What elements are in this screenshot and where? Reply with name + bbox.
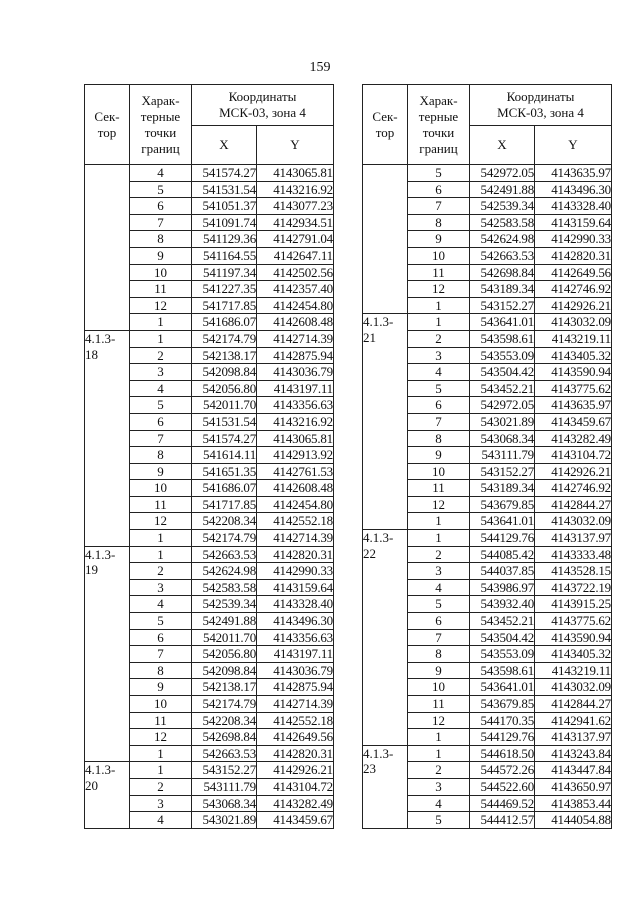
header-sector: Сек- тор [85, 85, 130, 165]
y-cell: 4143459.67 [257, 812, 334, 829]
sector-cell: 4.1.3- 19 [85, 546, 130, 762]
x-cell: 542583.58 [192, 579, 257, 596]
point-cell: 11 [130, 281, 192, 298]
point-cell: 3 [408, 778, 470, 795]
x-cell: 544572.26 [470, 762, 535, 779]
y-cell: 4143197.11 [257, 380, 334, 397]
sector-cell [363, 165, 408, 314]
y-cell: 4142913.92 [257, 447, 334, 464]
point-cell: 4 [130, 165, 192, 182]
y-cell: 4142649.56 [535, 264, 612, 281]
point-cell: 1 [130, 546, 192, 563]
header-coords: Координаты МСК-03, зона 4 [192, 85, 334, 126]
y-cell: 4143032.09 [535, 314, 612, 331]
x-cell: 542098.84 [192, 662, 257, 679]
x-cell: 543598.61 [470, 662, 535, 679]
x-cell: 542972.05 [470, 165, 535, 182]
point-cell: 5 [130, 613, 192, 630]
point-cell: 4 [130, 596, 192, 613]
x-cell: 544129.76 [470, 729, 535, 746]
y-cell: 4142761.53 [257, 463, 334, 480]
x-cell: 541574.27 [192, 165, 257, 182]
y-cell: 4143356.63 [257, 629, 334, 646]
y-cell: 4142820.31 [535, 247, 612, 264]
y-cell: 4142875.94 [257, 347, 334, 364]
y-cell: 4143032.09 [535, 513, 612, 530]
x-cell: 542174.79 [192, 530, 257, 547]
point-cell: 1 [408, 314, 470, 331]
y-cell: 4143036.79 [257, 364, 334, 381]
x-cell: 543189.34 [470, 480, 535, 497]
table-body [363, 165, 612, 829]
point-cell: 9 [130, 247, 192, 264]
header-y: Y [257, 126, 334, 165]
y-cell: 4143216.92 [257, 181, 334, 198]
x-cell: 541091.74 [192, 214, 257, 231]
x-cell: 541227.35 [192, 281, 257, 298]
point-cell: 12 [408, 712, 470, 729]
x-cell: 543598.61 [470, 330, 535, 347]
y-cell: 4142502.56 [257, 264, 334, 281]
y-cell: 4142875.94 [257, 679, 334, 696]
point-cell: 7 [130, 430, 192, 447]
x-cell: 541651.35 [192, 463, 257, 480]
y-cell: 4142649.56 [257, 729, 334, 746]
y-cell: 4142746.92 [535, 281, 612, 298]
point-cell: 1 [408, 297, 470, 314]
point-cell: 8 [130, 662, 192, 679]
sector-cell: 4.1.3- 21 [363, 314, 408, 530]
point-cell: 1 [408, 530, 470, 547]
y-cell: 4143650.97 [535, 778, 612, 795]
y-cell: 4143775.62 [535, 380, 612, 397]
x-cell: 542011.70 [192, 629, 257, 646]
x-cell: 543641.01 [470, 314, 535, 331]
point-cell: 7 [130, 214, 192, 231]
point-cell: 5 [408, 812, 470, 829]
table-body [85, 165, 334, 829]
point-cell: 3 [130, 795, 192, 812]
point-cell: 1 [130, 314, 192, 331]
point-cell: 10 [408, 247, 470, 264]
x-cell: 543111.79 [192, 778, 257, 795]
y-cell: 4143137.97 [535, 530, 612, 547]
point-cell: 12 [130, 297, 192, 314]
x-cell: 543152.27 [470, 297, 535, 314]
y-cell: 4143032.09 [535, 679, 612, 696]
point-cell: 7 [130, 646, 192, 663]
x-cell: 544412.57 [470, 812, 535, 829]
point-cell: 9 [408, 231, 470, 248]
point-cell: 5 [408, 596, 470, 613]
point-cell: 1 [408, 729, 470, 746]
x-cell: 543932.40 [470, 596, 535, 613]
point-cell: 10 [130, 696, 192, 713]
table-row [85, 165, 334, 182]
point-cell: 1 [130, 762, 192, 779]
point-cell: 11 [408, 696, 470, 713]
point-cell: 3 [130, 579, 192, 596]
point-cell: 1 [130, 530, 192, 547]
x-cell: 543068.34 [470, 430, 535, 447]
point-cell: 3 [408, 563, 470, 580]
y-cell: 4143328.40 [257, 596, 334, 613]
point-cell: 8 [408, 214, 470, 231]
x-cell: 544618.50 [470, 745, 535, 762]
x-cell: 543068.34 [192, 795, 257, 812]
point-cell: 2 [408, 546, 470, 563]
table-row [85, 546, 334, 563]
table-row [85, 762, 334, 779]
point-cell: 5 [408, 380, 470, 397]
y-cell: 4142791.04 [257, 231, 334, 248]
y-cell: 4142934.51 [257, 214, 334, 231]
y-cell: 4143159.64 [257, 579, 334, 596]
point-cell: 9 [130, 679, 192, 696]
point-cell: 8 [130, 447, 192, 464]
y-cell: 4143104.72 [535, 447, 612, 464]
x-cell: 542624.98 [470, 231, 535, 248]
y-cell: 4142714.39 [257, 696, 334, 713]
x-cell: 543111.79 [470, 447, 535, 464]
x-cell: 543641.01 [470, 513, 535, 530]
y-cell: 4143159.64 [535, 214, 612, 231]
y-cell: 4143459.67 [535, 413, 612, 430]
x-cell: 544522.60 [470, 778, 535, 795]
y-cell: 4143915.25 [535, 596, 612, 613]
x-cell: 544469.52 [470, 795, 535, 812]
point-cell: 1 [408, 745, 470, 762]
point-cell: 10 [130, 264, 192, 281]
x-cell: 542491.88 [470, 181, 535, 198]
x-cell: 541717.85 [192, 297, 257, 314]
sector-cell: 4.1.3- 20 [85, 762, 130, 828]
y-cell: 4143197.11 [257, 646, 334, 663]
point-cell: 5 [130, 181, 192, 198]
x-cell: 544037.85 [470, 563, 535, 580]
point-cell: 2 [130, 778, 192, 795]
y-cell: 4143356.63 [257, 397, 334, 414]
x-cell: 543189.34 [470, 281, 535, 298]
x-cell: 541686.07 [192, 314, 257, 331]
sector-cell: 4.1.3- 23 [363, 745, 408, 828]
y-cell: 4143282.49 [257, 795, 334, 812]
y-cell: 4142844.27 [535, 496, 612, 513]
y-cell: 4143635.97 [535, 397, 612, 414]
point-cell: 1 [130, 745, 192, 762]
y-cell: 4143077.23 [257, 198, 334, 215]
point-cell: 2 [408, 330, 470, 347]
header-x: X [192, 126, 257, 165]
y-cell: 4142990.33 [535, 231, 612, 248]
point-cell: 6 [408, 181, 470, 198]
x-cell: 542208.34 [192, 513, 257, 530]
x-cell: 541614.11 [192, 447, 257, 464]
point-cell: 1 [408, 513, 470, 530]
y-cell: 4143219.11 [535, 662, 612, 679]
point-cell: 4 [130, 812, 192, 829]
x-cell: 543504.42 [470, 629, 535, 646]
x-cell: 541164.55 [192, 247, 257, 264]
x-cell: 542491.88 [192, 613, 257, 630]
y-cell: 4143219.11 [535, 330, 612, 347]
x-cell: 541197.34 [192, 264, 257, 281]
point-cell: 12 [130, 729, 192, 746]
point-cell: 6 [130, 198, 192, 215]
y-cell: 4142647.11 [257, 247, 334, 264]
point-cell: 5 [408, 165, 470, 182]
x-cell: 543553.09 [470, 347, 535, 364]
point-cell: 9 [130, 463, 192, 480]
point-cell: 8 [130, 231, 192, 248]
header-points: Харак- терные точки границ [130, 85, 192, 165]
point-cell: 11 [130, 496, 192, 513]
y-cell: 4143333.48 [535, 546, 612, 563]
x-cell: 543152.27 [470, 463, 535, 480]
point-cell: 4 [408, 795, 470, 812]
x-cell: 542663.53 [470, 247, 535, 264]
y-cell: 4142714.39 [257, 530, 334, 547]
point-cell: 2 [130, 563, 192, 580]
point-cell: 6 [408, 397, 470, 414]
y-cell: 4142608.48 [257, 314, 334, 331]
y-cell: 4143496.30 [257, 613, 334, 630]
point-cell: 4 [130, 380, 192, 397]
y-cell: 4142454.80 [257, 297, 334, 314]
point-cell: 12 [130, 513, 192, 530]
y-cell: 4142714.39 [257, 330, 334, 347]
point-cell: 2 [130, 347, 192, 364]
coordinates-table-left [84, 84, 334, 829]
y-cell: 4143496.30 [535, 181, 612, 198]
x-cell: 542663.53 [192, 745, 257, 762]
point-cell: 12 [408, 281, 470, 298]
x-cell: 542539.34 [192, 596, 257, 613]
x-cell: 542098.84 [192, 364, 257, 381]
x-cell: 543986.97 [470, 579, 535, 596]
table-row [363, 165, 612, 182]
x-cell: 544129.76 [470, 530, 535, 547]
x-cell: 541129.36 [192, 231, 257, 248]
x-cell: 541574.27 [192, 430, 257, 447]
y-cell: 4143104.72 [257, 778, 334, 795]
x-cell: 543641.01 [470, 679, 535, 696]
x-cell: 543553.09 [470, 646, 535, 663]
x-cell: 543452.21 [470, 613, 535, 630]
x-cell: 543021.89 [192, 812, 257, 829]
point-cell: 7 [408, 198, 470, 215]
y-cell: 4143590.94 [535, 629, 612, 646]
y-cell: 4142926.21 [535, 463, 612, 480]
point-cell: 5 [130, 397, 192, 414]
header-coords: Координаты МСК-03, зона 4 [470, 85, 612, 126]
point-cell: 10 [408, 463, 470, 480]
x-cell: 543504.42 [470, 364, 535, 381]
point-cell: 10 [130, 480, 192, 497]
point-cell: 7 [408, 413, 470, 430]
x-cell: 542663.53 [192, 546, 257, 563]
point-cell: 4 [408, 579, 470, 596]
table-row [363, 530, 612, 547]
point-cell: 11 [408, 264, 470, 281]
sector-cell: 4.1.3- 22 [363, 530, 408, 746]
x-cell: 541531.54 [192, 413, 257, 430]
header-points: Харак- терные точки границ [408, 85, 470, 165]
x-cell: 542208.34 [192, 712, 257, 729]
x-cell: 542056.80 [192, 380, 257, 397]
y-cell: 4143528.15 [535, 563, 612, 580]
header-sector: Сек- тор [363, 85, 408, 165]
y-cell: 4143590.94 [535, 364, 612, 381]
x-cell: 543152.27 [192, 762, 257, 779]
point-cell: 9 [408, 447, 470, 464]
x-cell: 542698.84 [192, 729, 257, 746]
point-cell: 10 [408, 679, 470, 696]
x-cell: 541686.07 [192, 480, 257, 497]
coordinates-table-right [362, 84, 612, 829]
page-number: 159 [309, 60, 331, 75]
y-cell: 4143036.79 [257, 662, 334, 679]
x-cell: 541531.54 [192, 181, 257, 198]
y-cell: 4142608.48 [257, 480, 334, 497]
x-cell: 542624.98 [192, 563, 257, 580]
y-cell: 4142552.18 [257, 513, 334, 530]
y-cell: 4144054.88 [535, 812, 612, 829]
point-cell: 9 [408, 662, 470, 679]
header-x: X [470, 126, 535, 165]
x-cell: 543679.85 [470, 696, 535, 713]
y-cell: 4142941.62 [535, 712, 612, 729]
table-row [85, 330, 334, 347]
y-cell: 4143447.84 [535, 762, 612, 779]
y-cell: 4143065.81 [257, 430, 334, 447]
y-cell: 4143137.97 [535, 729, 612, 746]
x-cell: 542539.34 [470, 198, 535, 215]
x-cell: 542698.84 [470, 264, 535, 281]
header-y: Y [535, 126, 612, 165]
x-cell: 543679.85 [470, 496, 535, 513]
y-cell: 4143722.19 [535, 579, 612, 596]
point-cell: 11 [408, 480, 470, 497]
y-cell: 4142926.21 [535, 297, 612, 314]
point-cell: 3 [408, 347, 470, 364]
x-cell: 542056.80 [192, 646, 257, 663]
x-cell: 542174.79 [192, 330, 257, 347]
x-cell: 542138.17 [192, 679, 257, 696]
x-cell: 542174.79 [192, 696, 257, 713]
y-cell: 4143405.32 [535, 646, 612, 663]
x-cell: 541717.85 [192, 496, 257, 513]
y-cell: 4142454.80 [257, 496, 334, 513]
table-row [363, 314, 612, 331]
x-cell: 542138.17 [192, 347, 257, 364]
x-cell: 544170.35 [470, 712, 535, 729]
y-cell: 4143405.32 [535, 347, 612, 364]
x-cell: 542583.58 [470, 214, 535, 231]
x-cell: 543021.89 [470, 413, 535, 430]
point-cell: 1 [130, 330, 192, 347]
point-cell: 6 [130, 413, 192, 430]
y-cell: 4143243.84 [535, 745, 612, 762]
y-cell: 4143775.62 [535, 613, 612, 630]
sector-cell: 4.1.3- 18 [85, 330, 130, 546]
table-row [363, 745, 612, 762]
y-cell: 4142357.40 [257, 281, 334, 298]
x-cell: 543452.21 [470, 380, 535, 397]
x-cell: 541051.37 [192, 198, 257, 215]
y-cell: 4142844.27 [535, 696, 612, 713]
y-cell: 4143635.97 [535, 165, 612, 182]
y-cell: 4142746.92 [535, 480, 612, 497]
y-cell: 4143065.81 [257, 165, 334, 182]
point-cell: 8 [408, 430, 470, 447]
y-cell: 4142552.18 [257, 712, 334, 729]
point-cell: 11 [130, 712, 192, 729]
y-cell: 4142926.21 [257, 762, 334, 779]
y-cell: 4143328.40 [535, 198, 612, 215]
point-cell: 7 [408, 629, 470, 646]
y-cell: 4142990.33 [257, 563, 334, 580]
sector-cell [85, 165, 130, 331]
y-cell: 4143853.44 [535, 795, 612, 812]
point-cell: 8 [408, 646, 470, 663]
point-cell: 6 [408, 613, 470, 630]
point-cell: 3 [130, 364, 192, 381]
point-cell: 6 [130, 629, 192, 646]
point-cell: 12 [408, 496, 470, 513]
y-cell: 4142820.31 [257, 745, 334, 762]
point-cell: 4 [408, 364, 470, 381]
y-cell: 4143216.92 [257, 413, 334, 430]
x-cell: 542011.70 [192, 397, 257, 414]
y-cell: 4143282.49 [535, 430, 612, 447]
point-cell: 2 [408, 762, 470, 779]
y-cell: 4142820.31 [257, 546, 334, 563]
x-cell: 542972.05 [470, 397, 535, 414]
x-cell: 544085.42 [470, 546, 535, 563]
